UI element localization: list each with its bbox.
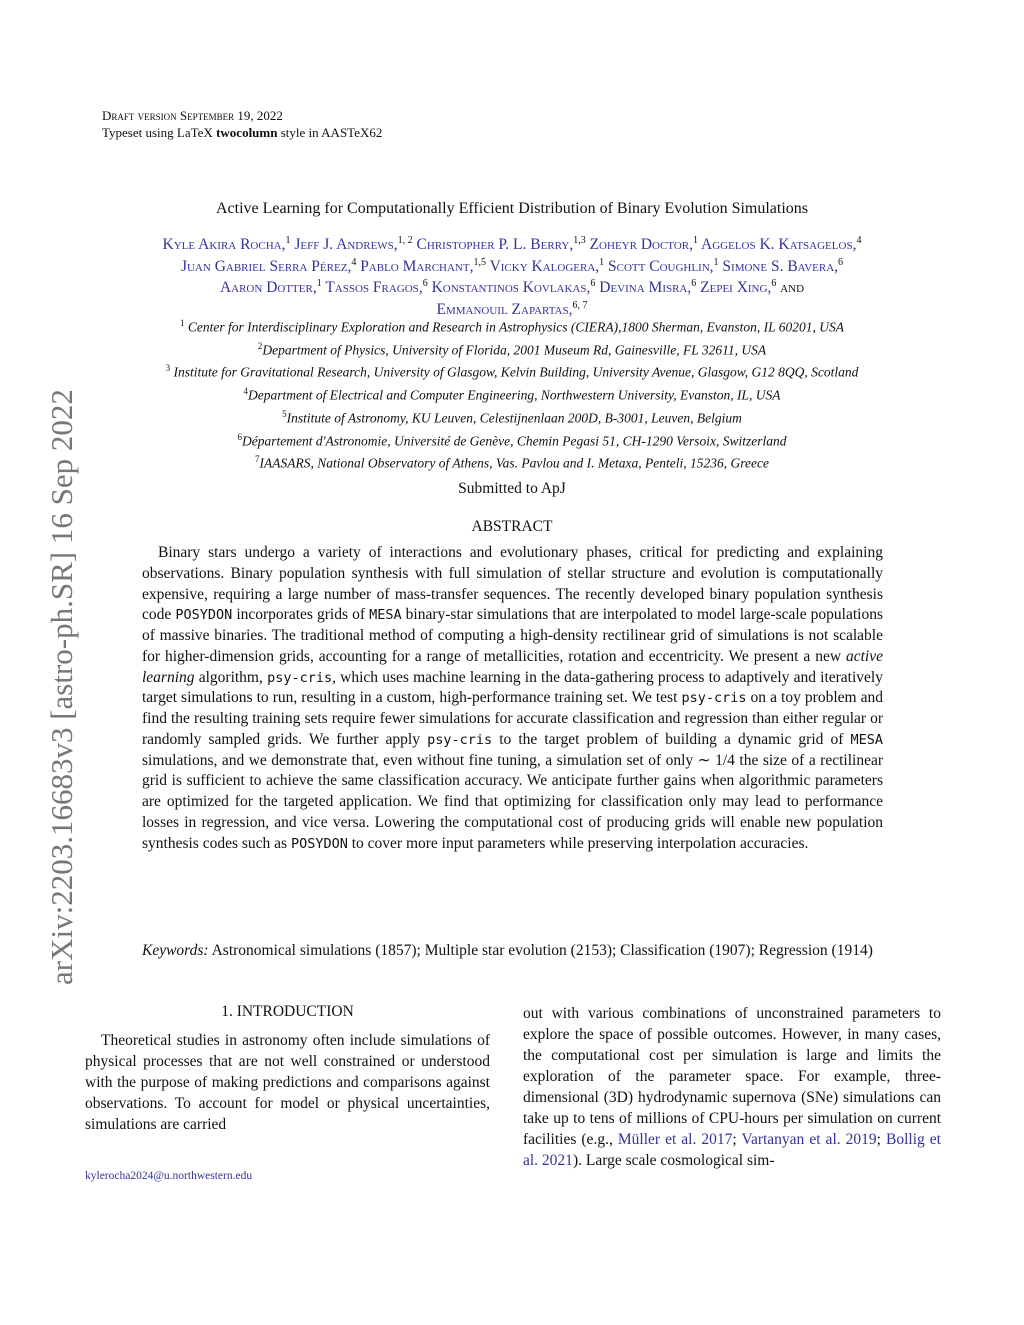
text-segment: algorithm, <box>194 668 268 686</box>
author-affiliation-marker: 6 <box>691 278 697 290</box>
author-name[interactable]: Tassos Fragos <box>325 279 419 297</box>
typeset-style: twocolumn <box>216 125 278 140</box>
typeset-prefix: Typeset using <box>102 125 177 140</box>
author-name[interactable]: Scott Coughlin <box>608 257 710 275</box>
keywords-text: Astronomical simulations (1857); Multiple star evolution (2153); Classification (1907); Regression (1914) <box>208 942 873 959</box>
code-name: MESA <box>850 731 883 748</box>
code-name: psy-cris <box>427 731 493 748</box>
author-affiliation-marker: 1 <box>285 235 291 246</box>
typeset-suffix: style in AASTeX62 <box>277 125 383 140</box>
author-name[interactable]: Aggelos K. Katsagelos <box>701 236 853 254</box>
author-name[interactable]: Pablo Marchant <box>360 257 470 275</box>
text-segment: simulations, and we demonstrate that, even without fine tuning, a simulation set of only ∼ 1/4 the size of a rectilinear grid is sufficient to achieve the same classification accuracy. We anticipate further gains when algorithmic parameters are optimized for the targeted application. We find that optimizing for classification only may lead to performance losses in regression, and vice versa. Lowering the computational cost of producing grids will enable new population synthesis codes such as <box>142 751 883 852</box>
author-name[interactable]: Vicky Kalogera <box>489 257 596 275</box>
author-affiliation-marker: 4 <box>856 235 862 246</box>
author-affiliation-marker: 6, 7 <box>572 299 588 311</box>
affiliation-number: 7 <box>254 454 260 465</box>
author-name[interactable]: Devina Misra <box>599 279 688 297</box>
affiliation-number: 3 <box>165 363 171 374</box>
text-segment: on a toy problem and find the resulting training sets require fewer simulations for accurate classification and regression than either regular or randomly sampled grids. We further apply <box>142 689 883 748</box>
emphasis: active learning <box>142 647 883 686</box>
abstract-text <box>142 543 883 854</box>
section-heading: 1. INTRODUCTION <box>221 1003 354 1020</box>
citation-link[interactable]: Müller et al. 2017 <box>617 1131 733 1148</box>
abstract-heading: ABSTRACT <box>471 518 553 535</box>
text-segment: out with various combinations of unconstrained parameters to explore the space of possible outcomes. However, in many cases, the computational cost per simulation is large and limits the exploration of the parameter space. For example, three-dimensional (3D) hydrodynamic supernova (SNe) simulations can take up to tens of millions of CPU-hours per simulation on current facilities (e.g., <box>523 1005 941 1148</box>
affiliation <box>60 382 964 405</box>
author-name[interactable]: Christopher P. L. Berry <box>416 236 570 254</box>
affiliation <box>60 337 964 360</box>
author-affiliation-marker: 4 <box>351 256 357 268</box>
preprint-header <box>102 107 382 141</box>
author-affiliation-marker: 1 <box>713 256 719 268</box>
author-name[interactable]: Simone S. Bavera <box>722 257 835 275</box>
submission-note: Submitted to ApJ <box>458 480 566 497</box>
author-affiliation-marker: 1 <box>599 256 605 268</box>
affiliation-text: Department of Physics, University of Florida, 2001 Museum Rd, Gainesville, FL 32611, USA <box>262 342 767 358</box>
author-affiliation-marker: 1 <box>316 278 322 290</box>
code-name: POSYDON <box>290 835 348 852</box>
affiliation-text: Institute for Gravitational Research, University of Glasgow, Kelvin Building, University Avenue, Glasgow, G12 8QQ, Scotland <box>170 364 859 380</box>
affiliation-text: Department of Electrical and Computer Engineering, Northwestern University, Evanston, IL, USA <box>248 387 781 403</box>
keywords <box>142 941 883 962</box>
text-segment: to the target problem of building a dynamic grid of <box>492 730 851 748</box>
author-name[interactable]: Jeff J. Andrews <box>294 236 394 254</box>
author-name[interactable]: Emmanouil Zapartas <box>436 301 569 319</box>
author-name[interactable]: Zepei Xing <box>700 279 768 297</box>
author-affiliation-marker: 6 <box>771 278 777 290</box>
affiliation-number: 2 <box>257 340 263 351</box>
affiliation-list <box>60 314 964 473</box>
affiliation <box>60 314 964 337</box>
citation-link[interactable]: Vartanyan et al. 2019 <box>741 1131 877 1148</box>
affiliation-number: 5 <box>282 408 287 419</box>
author-email-link[interactable]: kylerocha2024@u.northwestern.edu <box>85 1170 253 1182</box>
citation-link[interactable]: Bollig et al. 2021 <box>523 1131 941 1169</box>
author-name[interactable]: Konstantinos Kovlakas <box>431 279 587 297</box>
affiliation <box>60 405 964 428</box>
draft-version: Draft version September 19, 2022 <box>102 108 283 123</box>
affiliation <box>60 428 964 451</box>
code-name: psy-cris <box>681 690 747 707</box>
text-segment: ). Large scale cosmological sim- <box>572 1152 775 1169</box>
text-segment: ; <box>876 1131 886 1148</box>
author-affiliation-marker: 1,3 <box>573 235 586 246</box>
code-name: POSYDON <box>175 607 233 624</box>
author-affiliation-marker: 1,5 <box>473 256 486 268</box>
text-segment: to cover more input parameters while preserving interpolation accuracies. <box>347 834 809 852</box>
affiliation-number: 6 <box>237 431 242 442</box>
affiliation-text: Center for Interdisciplinary Exploration and Research in Astrophysics (CIERA),1800 Sherman, Evanston, IL 60201, USA <box>184 319 844 335</box>
author-name[interactable]: Aaron Dotter <box>219 279 313 297</box>
author-affiliation-marker: 6 <box>422 278 428 290</box>
arxiv-identifier: arXiv:2203.16683v3 [astro-ph.SR] 16 Sep 2022 <box>44 389 79 985</box>
author-affiliation-marker: 1, 2 <box>397 235 413 246</box>
author-name[interactable]: Kyle Akira Rocha <box>162 236 282 254</box>
paper-title: Active Learning for Computationally Efficient Distribution of Binary Evolution Simulations <box>215 200 809 217</box>
code-name: MESA <box>369 607 402 624</box>
author-name[interactable]: Zoheyr Doctor <box>589 236 690 254</box>
author-affiliation-marker: 6 <box>590 278 596 290</box>
affiliation-number: 4 <box>243 386 249 397</box>
affiliation <box>60 359 964 382</box>
author-affiliation-marker: 1 <box>692 235 698 246</box>
text-segment: Binary stars undergo a variety of interactions and evolutionary phases, critical for predicting and explaining observations. Binary population synthesis with full simulation of stellar structure and evolution is computationally expensive, requiring a large number of mass-transfer sequences. The recently developed binary population synthesis code <box>142 544 883 624</box>
and-connector: and <box>780 279 805 297</box>
latex-logo: LaTeX <box>176 125 213 140</box>
affiliation-number: 1 <box>180 318 185 328</box>
author-list: Kyle Akira Rocha,$^1$ Jeff J. Andrews,$^{1, 2}$ Christopher P. L. Berry,$^{1,3}$ Zoheyr Doctor,$^1$ Aggelos K. Katsagelos,$^4$ Juan Gabriel Serra Pérez,$^4$ Pablo Marchant,$^{1,5}$ Vicky Kalogera,$^1$ Scott Coughlin,$^1$ Simone S. Bavera,$^6$ Aaron Dotter,$^1$ Tassos Fragos,$^6$ Konstantinos Kovlakas,$^6$ Devina Misra,$^6$ Zepei Xing,$^6$ and Emmanouil Zapartas,$^{6, 7}$ <box>162 235 862 319</box>
text-segment: , which uses machine learning in the data-gathering process to adaptively and iteratively target simulations to run, resulting in a custom, high-performance training set. We test <box>142 668 883 707</box>
code-name: psy-cris <box>267 669 333 686</box>
intro-right-column <box>523 1003 941 1171</box>
text-segment: incorporates grids of <box>232 606 370 624</box>
affiliation-text: Département d'Astronomie, Université de Genève, Chemin Pegasi 51, CH-1290 Versoix, Switzerland <box>241 433 787 449</box>
intro-left-column: Theoretical studies in astronomy often include simulations of physical processes that are not well constrained or understood with the purpose of making predictions and comparisons against observations. To account for model or physical uncertainties, simulations are carried <box>85 1032 490 1133</box>
typeset-line <box>102 124 382 141</box>
author-affiliation-marker: 6 <box>838 256 844 268</box>
affiliation-text: Institute of Astronomy, KU Leuven, Celestijnenlaan 200D, B-3001, Leuven, Belgium <box>286 410 742 426</box>
affiliation <box>60 450 964 473</box>
author-name[interactable]: Juan Gabriel Serra Pérez <box>180 257 348 275</box>
text-segment: binary-star simulations that are interpolated to model large-scale populations of massive binaries. The traditional method of computing a high-density rectilinear grid of simulations is not scalable for higher-dimension grids, accounting for a range of metallicities, rotation and eccentricity. We present a new <box>142 606 883 665</box>
keywords-label: Keywords: <box>142 942 209 959</box>
text-segment: ; <box>732 1131 742 1148</box>
affiliation-text: IAASARS, National Observatory of Athens, Vas. Pavlou and I. Metaxa, Penteli, 15236, Greece <box>259 455 770 471</box>
